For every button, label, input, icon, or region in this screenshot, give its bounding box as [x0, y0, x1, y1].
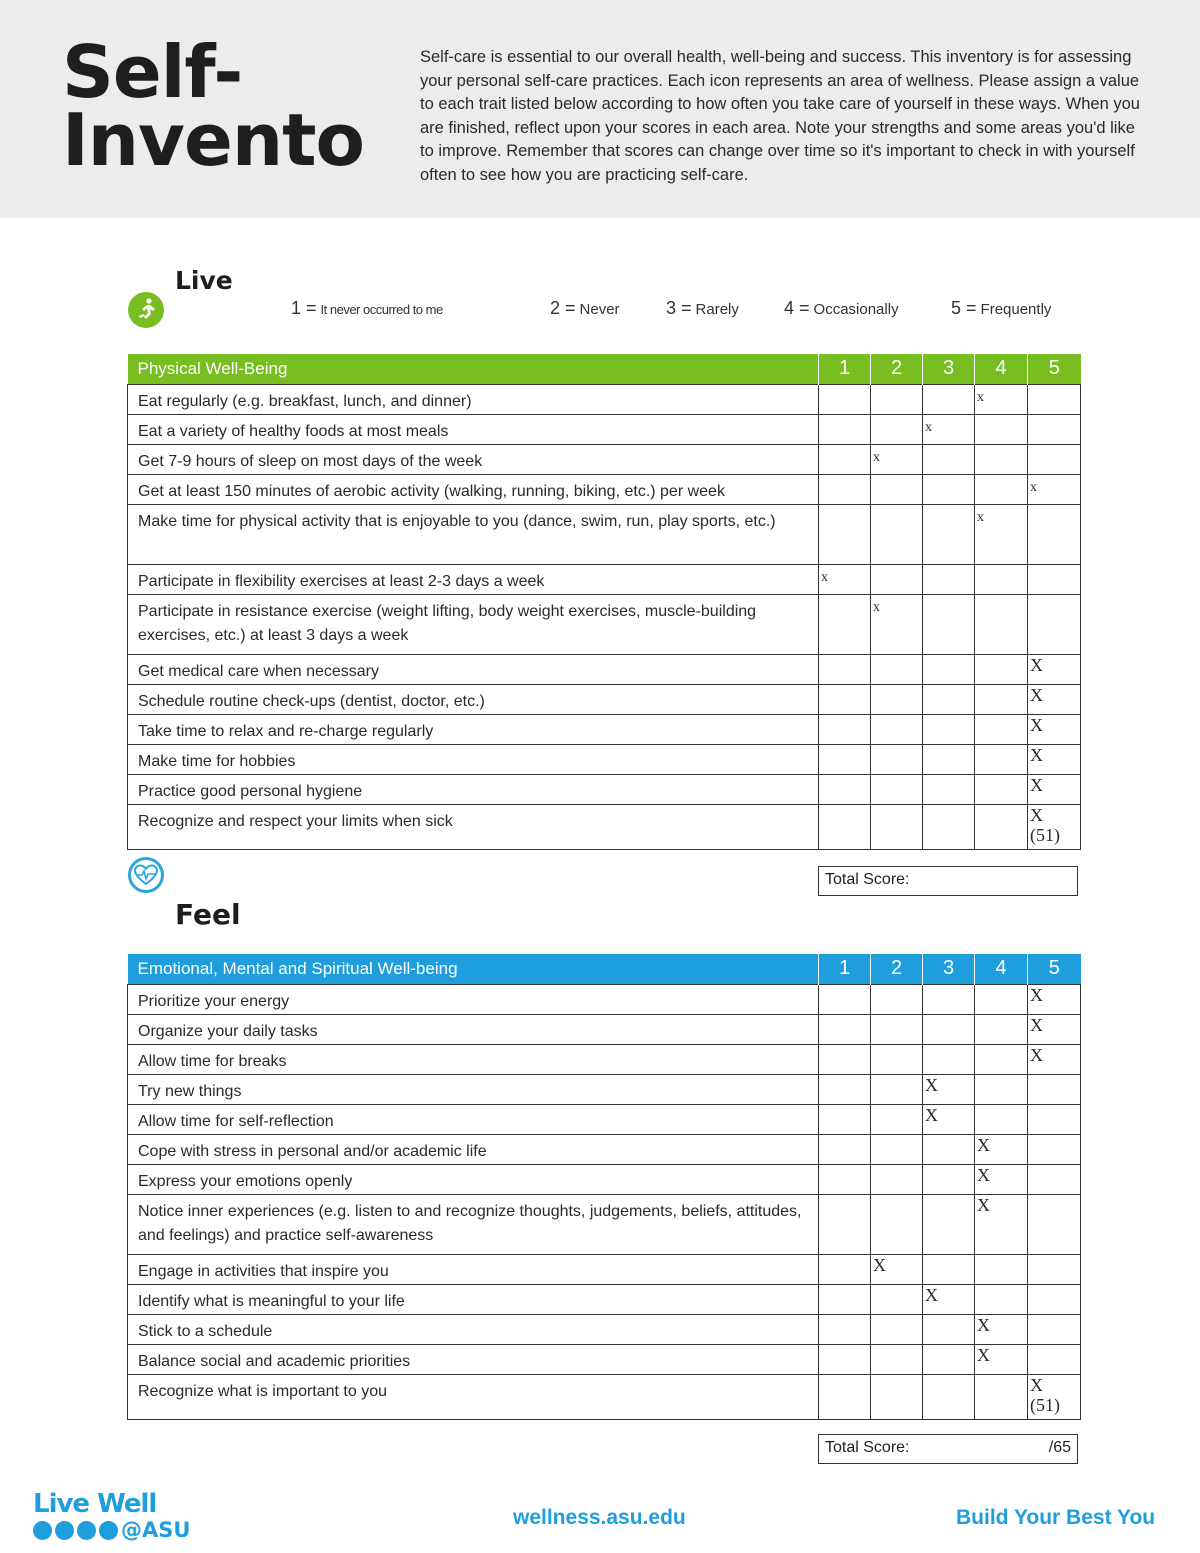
rating-cell-3[interactable]: [923, 1014, 975, 1044]
trait-label: Participate in resistance exercise (weight lifting, body weight exercises, muscle-building exercises, etc.) at least 3 days a week: [128, 594, 819, 654]
rating-cell-3[interactable]: [923, 444, 975, 474]
rating-mark: x: [977, 389, 984, 405]
score-label: Total Score:: [825, 1439, 910, 1456]
rating-mark: x: [821, 569, 828, 585]
hand-mini-icon: [99, 1521, 118, 1540]
table-row: [128, 804, 1081, 849]
rating-cell-1[interactable]: [819, 1344, 871, 1374]
table-row: [128, 384, 1081, 414]
rating-cell-4[interactable]: [975, 594, 1028, 654]
scale-3: [666, 298, 739, 319]
rating-cell-5[interactable]: [1028, 444, 1081, 474]
title-line-2: Invento: [62, 98, 364, 182]
rating-cell-4[interactable]: [975, 1284, 1028, 1314]
rating-cell-2[interactable]: [871, 1374, 923, 1419]
column-header-4: 4: [975, 354, 1028, 384]
rating-cell-3[interactable]: [923, 984, 975, 1014]
trait-label: Organize your daily tasks: [128, 1014, 819, 1044]
rating-cell-5[interactable]: [1028, 1374, 1081, 1419]
rating-cell-3[interactable]: [923, 1164, 975, 1194]
rating-cell-4[interactable]: [975, 684, 1028, 714]
scale-5-num: 5 =: [951, 298, 977, 318]
rating-cell-2[interactable]: [871, 1194, 923, 1254]
footer-url-link[interactable]: wellness.asu.edu: [513, 1506, 686, 1529]
rating-cell-1[interactable]: [819, 564, 871, 594]
table-row: [128, 564, 1081, 594]
rating-cell-2[interactable]: [871, 594, 923, 654]
rating-cell-2[interactable]: [871, 504, 923, 564]
trait-label: Try new things: [128, 1074, 819, 1104]
rating-mark: X: [1030, 804, 1043, 825]
trait-label: Get medical care when necessary: [128, 654, 819, 684]
rating-cell-1[interactable]: [819, 1134, 871, 1164]
rating-cell-4[interactable]: [975, 744, 1028, 774]
table-row: [128, 1194, 1081, 1254]
trait-label: Allow time for breaks: [128, 1044, 819, 1074]
rating-mark: x: [925, 419, 932, 435]
logo-line-2: [33, 1518, 190, 1542]
rating-cell-5[interactable]: [1028, 594, 1081, 654]
trait-label: Schedule routine check-ups (dentist, doctor, etc.): [128, 684, 819, 714]
table-row: [128, 1254, 1081, 1284]
rating-cell-3[interactable]: [923, 1194, 975, 1254]
table-header-title: Physical Well-Being: [128, 354, 819, 384]
rating-cell-4[interactable]: [975, 654, 1028, 684]
rating-cell-4[interactable]: [975, 1344, 1028, 1374]
rating-mark: X: [925, 1074, 938, 1095]
rating-cell-4[interactable]: [975, 414, 1028, 444]
rating-cell-3[interactable]: [923, 1314, 975, 1344]
trait-label: Allow time for self-reflection: [128, 1104, 819, 1134]
rating-cell-4[interactable]: [975, 774, 1028, 804]
rating-mark: X: [977, 1344, 990, 1365]
table-row: [128, 1134, 1081, 1164]
scale-5-label: Frequently: [980, 301, 1052, 318]
rating-mark: X: [1030, 984, 1043, 1005]
rating-mark: X: [1030, 684, 1043, 705]
header-band: [0, 0, 1200, 218]
rating-cell-3[interactable]: [923, 414, 975, 444]
rating-cell-1[interactable]: [819, 474, 871, 504]
rating-cell-3[interactable]: [923, 1044, 975, 1074]
rating-cell-5[interactable]: [1028, 1074, 1081, 1104]
rating-cell-1[interactable]: [819, 444, 871, 474]
feel-section-label: Feel: [175, 898, 241, 931]
column-header-4: 4: [975, 954, 1028, 984]
rating-cell-4[interactable]: [975, 1314, 1028, 1344]
scale-4-label: Occasionally: [813, 301, 899, 318]
rating-cell-2[interactable]: [871, 384, 923, 414]
rating-cell-2[interactable]: [871, 774, 923, 804]
rating-cell-1[interactable]: [819, 1044, 871, 1074]
rating-cell-4[interactable]: [975, 1074, 1028, 1104]
table-row: [128, 1104, 1081, 1134]
rating-cell-1[interactable]: [819, 1194, 871, 1254]
rating-cell-3[interactable]: [923, 1344, 975, 1374]
rating-cell-1[interactable]: [819, 1254, 871, 1284]
rating-cell-2[interactable]: [871, 654, 923, 684]
rating-cell-1[interactable]: [819, 684, 871, 714]
rating-cell-1[interactable]: [819, 1104, 871, 1134]
rating-cell-5[interactable]: [1028, 1164, 1081, 1194]
rating-cell-2[interactable]: [871, 564, 923, 594]
rating-mark: x: [873, 599, 880, 615]
rating-cell-4[interactable]: [975, 474, 1028, 504]
rating-cell-3[interactable]: [923, 1254, 975, 1284]
rating-mark: x: [1030, 479, 1037, 495]
table-row: [128, 1284, 1081, 1314]
scale-1-label: It never occurred to me: [320, 302, 443, 317]
runner-icon: [128, 292, 164, 328]
rating-cell-5[interactable]: [1028, 1254, 1081, 1284]
rating-cell-3[interactable]: [923, 714, 975, 744]
trait-label: Cope with stress in personal and/or academic life: [128, 1134, 819, 1164]
rating-cell-2[interactable]: [871, 1074, 923, 1104]
table-header-row: [128, 354, 1081, 384]
rating-cell-1[interactable]: [819, 744, 871, 774]
table-row: [128, 744, 1081, 774]
rating-cell-3[interactable]: [923, 504, 975, 564]
rating-cell-1[interactable]: [819, 1164, 871, 1194]
rating-cell-5[interactable]: [1028, 684, 1081, 714]
rating-cell-5[interactable]: [1028, 414, 1081, 444]
rating-cell-4[interactable]: [975, 1194, 1028, 1254]
rating-mark: X: [1030, 774, 1043, 795]
rating-cell-2[interactable]: [871, 984, 923, 1014]
rating-cell-2[interactable]: [871, 1284, 923, 1314]
scale-4: [784, 298, 899, 319]
trait-label: Stick to a schedule: [128, 1314, 819, 1344]
rating-cell-4[interactable]: [975, 564, 1028, 594]
column-header-3: 3: [923, 354, 975, 384]
rating-mark: X: [1030, 654, 1043, 675]
rating-cell-2[interactable]: [871, 1104, 923, 1134]
rating-cell-3[interactable]: [923, 774, 975, 804]
rating-cell-5[interactable]: [1028, 984, 1081, 1014]
rating-mark: X: [977, 1164, 990, 1185]
trait-label: Recognize and respect your limits when sick: [128, 804, 819, 849]
table-row: [128, 444, 1081, 474]
trait-label: Eat a variety of healthy foods at most meals: [128, 414, 819, 444]
rating-cell-1[interactable]: [819, 1074, 871, 1104]
live-well-logo: [33, 1490, 190, 1542]
scale-5: [951, 298, 1051, 319]
score-value: /65: [1048, 1439, 1071, 1456]
rating-cell-3[interactable]: [923, 1134, 975, 1164]
trait-label: Take time to relax and re-charge regularly: [128, 714, 819, 744]
table-row: [128, 594, 1081, 654]
rating-cell-2[interactable]: [871, 744, 923, 774]
scale-3-num: 3 =: [666, 298, 692, 318]
physical-wellbeing-table: [127, 354, 1081, 850]
runner-mini-icon: [33, 1521, 52, 1540]
rating-cell-1[interactable]: [819, 714, 871, 744]
rating-cell-4[interactable]: [975, 1044, 1028, 1074]
rating-cell-2[interactable]: [871, 714, 923, 744]
rating-cell-3[interactable]: [923, 594, 975, 654]
trait-label: Identify what is meaningful to your life: [128, 1284, 819, 1314]
scale-2-label: Never: [579, 301, 620, 318]
logo-asu-text: @ASU: [121, 1518, 191, 1542]
table-row: [128, 654, 1081, 684]
rating-cell-5[interactable]: [1028, 474, 1081, 504]
rating-cell-2[interactable]: [871, 1314, 923, 1344]
rating-mark: X: [873, 1254, 886, 1275]
rating-cell-2[interactable]: [871, 1014, 923, 1044]
rating-cell-1[interactable]: [819, 654, 871, 684]
table-row: [128, 1044, 1081, 1074]
rating-cell-2[interactable]: [871, 684, 923, 714]
emotional-wellbeing-table: [127, 954, 1081, 1420]
rating-cell-5[interactable]: [1028, 384, 1081, 414]
heart-pulse-icon: [128, 857, 164, 893]
rating-cell-5[interactable]: [1028, 1194, 1081, 1254]
rating-mark: X: [1030, 744, 1043, 765]
rating-cell-1[interactable]: [819, 1374, 871, 1419]
rating-cell-1[interactable]: [819, 414, 871, 444]
table-row: [128, 1074, 1081, 1104]
rating-cell-3[interactable]: [923, 1284, 975, 1314]
column-header-3: 3: [923, 954, 975, 984]
column-header-5: 5: [1028, 354, 1081, 384]
rating-cell-3[interactable]: [923, 744, 975, 774]
rating-cell-3[interactable]: [923, 564, 975, 594]
rating-cell-5[interactable]: [1028, 744, 1081, 774]
rating-cell-3[interactable]: [923, 804, 975, 849]
rating-cell-2[interactable]: [871, 474, 923, 504]
trait-label: Practice good personal hygiene: [128, 774, 819, 804]
rating-cell-1[interactable]: [819, 384, 871, 414]
trait-label: Engage in activities that inspire you: [128, 1254, 819, 1284]
rating-cell-5[interactable]: [1028, 1104, 1081, 1134]
trait-label: Make time for hobbies: [128, 744, 819, 774]
trait-label: Participate in flexibility exercises at least 2-3 days a week: [128, 564, 819, 594]
rating-cell-4[interactable]: [975, 1014, 1028, 1044]
column-header-1: 1: [819, 954, 871, 984]
trait-label: Prioritize your energy: [128, 984, 819, 1014]
rating-cell-1[interactable]: [819, 804, 871, 849]
rating-cell-1[interactable]: [819, 1314, 871, 1344]
rating-cell-3[interactable]: [923, 474, 975, 504]
rating-cell-4[interactable]: [975, 714, 1028, 744]
rating-cell-2[interactable]: [871, 1044, 923, 1074]
score-label: Total Score:: [825, 871, 910, 888]
table-row: [128, 1314, 1081, 1344]
heart-mini-icon: [55, 1521, 74, 1540]
scale-4-num: 4 =: [784, 298, 810, 318]
rating-mark: X: [977, 1134, 990, 1155]
rating-cell-3[interactable]: [923, 684, 975, 714]
column-header-2: 2: [871, 954, 923, 984]
page-title: [62, 30, 364, 182]
trait-label: Balance social and academic priorities: [128, 1344, 819, 1374]
rating-cell-2[interactable]: [871, 1134, 923, 1164]
table-row: [128, 1014, 1081, 1044]
rating-cell-4[interactable]: [975, 804, 1028, 849]
rating-cell-5[interactable]: [1028, 1314, 1081, 1344]
rating-mark: X: [977, 1194, 990, 1215]
rating-cell-5[interactable]: [1028, 804, 1081, 849]
rating-cell-3[interactable]: [923, 384, 975, 414]
scale-1: [291, 298, 443, 319]
table-row: [128, 684, 1081, 714]
rating-mark: X: [1030, 1044, 1043, 1065]
rating-cell-3[interactable]: [923, 1374, 975, 1419]
rating-cell-5[interactable]: [1028, 1044, 1081, 1074]
leaf-mini-icon: [77, 1521, 96, 1540]
rating-cell-3[interactable]: [923, 1074, 975, 1104]
rating-cell-1[interactable]: [819, 1014, 871, 1044]
trait-label: Get 7-9 hours of sleep on most days of the week: [128, 444, 819, 474]
table-row: [128, 504, 1081, 564]
trait-label: Express your emotions openly: [128, 1164, 819, 1194]
row-score-note: (51): [1030, 824, 1060, 845]
rating-cell-5[interactable]: [1028, 1134, 1081, 1164]
rating-cell-5[interactable]: [1028, 504, 1081, 564]
table-row: [128, 714, 1081, 744]
column-header-2: 2: [871, 354, 923, 384]
scale-3-label: Rarely: [695, 301, 739, 318]
trait-label: Make time for physical activity that is enjoyable to you (dance, swim, run, play sports, etc.): [128, 504, 819, 564]
table-row: [128, 1344, 1081, 1374]
trait-label: Notice inner experiences (e.g. listen to and recognize thoughts, judgements, beliefs, attitudes, and feelings) and practice self-awareness: [128, 1194, 819, 1254]
rating-cell-2[interactable]: [871, 1164, 923, 1194]
rating-cell-1[interactable]: [819, 594, 871, 654]
rating-mark: X: [925, 1284, 938, 1305]
table-row: [128, 1164, 1081, 1194]
rating-cell-4[interactable]: [975, 504, 1028, 564]
live-section-label: Live: [175, 266, 233, 295]
trait-label: Eat regularly (e.g. breakfast, lunch, and dinner): [128, 384, 819, 414]
footer-tagline: Build Your Best You: [956, 1506, 1156, 1529]
title-line-1: Self-: [62, 30, 243, 114]
rating-cell-4[interactable]: [975, 1374, 1028, 1419]
rating-mark: x: [977, 509, 984, 525]
rating-mark: X: [1030, 1014, 1043, 1035]
feel-total-score[interactable]: [818, 1434, 1078, 1464]
rating-mark: X: [925, 1104, 938, 1125]
rating-cell-3[interactable]: [923, 1104, 975, 1134]
rating-cell-5[interactable]: [1028, 1014, 1081, 1044]
table-row: [128, 1374, 1081, 1419]
rating-cell-4[interactable]: [975, 1104, 1028, 1134]
rating-cell-5[interactable]: [1028, 654, 1081, 684]
rating-cell-2[interactable]: [871, 444, 923, 474]
column-header-1: 1: [819, 354, 871, 384]
rating-cell-4[interactable]: [975, 1254, 1028, 1284]
scale-2: [550, 298, 620, 319]
table-row: [128, 984, 1081, 1014]
rating-cell-3[interactable]: [923, 654, 975, 684]
rating-cell-2[interactable]: [871, 1254, 923, 1284]
rating-cell-4[interactable]: [975, 984, 1028, 1014]
rating-cell-5[interactable]: [1028, 564, 1081, 594]
intro-paragraph: Self-care is essential to our overall health, well-being and success. This inventory is for assessing your personal self-care practices. Each icon represents an area of wellness. Please assign a value to each trait listed below according to how often you take care of yourself in these ways. When you are finished, reflect upon your scores in each area. Note your strengths and some areas you'd like to improve. Remember that scores can change over time so it's important to check in with yourself often to see how you are practicing self-care.: [420, 48, 1140, 184]
table-row: [128, 414, 1081, 444]
rating-cell-5[interactable]: [1028, 1344, 1081, 1374]
row-score-note: (51): [1030, 1394, 1060, 1415]
column-header-5: 5: [1028, 954, 1081, 984]
trait-label: Recognize what is important to you: [128, 1374, 819, 1419]
scale-2-num: 2 =: [550, 298, 576, 318]
table-row: [128, 774, 1081, 804]
rating-cell-5[interactable]: [1028, 774, 1081, 804]
logo-line-1: Live Well: [33, 1489, 157, 1519]
trait-label: Get at least 150 minutes of aerobic activity (walking, running, biking, etc.) per week: [128, 474, 819, 504]
rating-cell-4[interactable]: [975, 1164, 1028, 1194]
rating-cell-5[interactable]: [1028, 1284, 1081, 1314]
rating-mark: X: [1030, 1374, 1043, 1395]
scale-1-num: 1 =: [291, 298, 317, 318]
rating-cell-1[interactable]: [819, 774, 871, 804]
rating-cell-1[interactable]: [819, 504, 871, 564]
rating-cell-5[interactable]: [1028, 714, 1081, 744]
table-row: [128, 474, 1081, 504]
rating-cell-1[interactable]: [819, 984, 871, 1014]
table-header-title: Emotional, Mental and Spiritual Well-being: [128, 954, 819, 984]
rating-mark: X: [977, 1314, 990, 1335]
rating-cell-4[interactable]: [975, 384, 1028, 414]
rating-cell-2[interactable]: [871, 804, 923, 849]
rating-mark: x: [873, 449, 880, 465]
rating-cell-4[interactable]: [975, 1134, 1028, 1164]
rating-cell-1[interactable]: [819, 1284, 871, 1314]
rating-cell-4[interactable]: [975, 444, 1028, 474]
rating-cell-2[interactable]: [871, 414, 923, 444]
table-header-row: [128, 954, 1081, 984]
rating-cell-2[interactable]: [871, 1344, 923, 1374]
rating-mark: X: [1030, 714, 1043, 735]
live-total-score[interactable]: [818, 866, 1078, 896]
